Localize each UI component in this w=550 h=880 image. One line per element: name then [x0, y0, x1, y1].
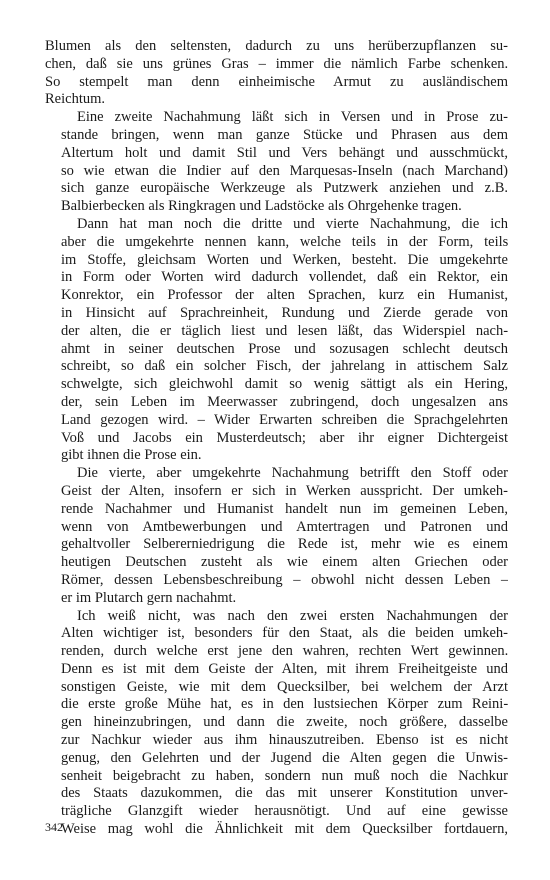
text-line: Balbierbecken als Ringkragen und Ladstöcke als Ohrgehenke tragen. [61, 198, 462, 215]
text-line: trägliche Glanzgift wieder herausnötigt. Und auf eine gewisse [61, 803, 508, 820]
text-line: Alten wichtiger ist, besonders für den Staat, als die beiden umkeh- [61, 625, 508, 642]
text-line: Geist der Alten, insofern er sich in Werken ausspricht. Der umkeh- [61, 482, 508, 499]
text-line: Konrektor, ein Professor der alten Sprachen, kurz ein Humanist, [61, 287, 508, 304]
text-line: so wie etwan die Indier auf den Marquesas-Inseln (nach Marchand) [61, 162, 508, 179]
text-line: Ich weiß nicht, was nach den zwei ersten Nachahmungen der [77, 607, 508, 624]
text-line: sonstigen Geiste, wie mit dem Quecksilber, bei welchem der Arzt [61, 678, 508, 695]
text-line: So stempelt man denn einheimische Armut zu ausländischem [45, 73, 508, 90]
text-line: senheit beigebracht zu haben, sondern nun muß noch die Nachkur [61, 767, 508, 784]
text-line: in Hinsicht auf Sprachreinheit, Rundung und Zierde gerade von [61, 304, 508, 321]
text-line: der, sein Leben im Meerwasser zubringend, doch ungesalzen ans [61, 393, 508, 410]
text-line: Dann hat man noch die dritte und vierte Nachahmung, die ich [77, 215, 508, 232]
text-line: schreibt, so daß ein solcher Fisch, der jahrelang in attischem Salz [61, 358, 508, 375]
text-line: Altertum holt und damit Stil und Vers behängt und ausschmückt, [61, 144, 508, 161]
text-line: wenn von Amtbewerbungen und Amtertragen und Patronen und [61, 518, 508, 535]
text-line: sich ganze europäische Werkzeuge als Putzwerk anziehen und z.B. [61, 180, 508, 197]
paragraph-1 [45, 38, 508, 109]
text-line: renden, durch welche erst jene den wahren, rechten Wert gewinnen. [61, 643, 508, 660]
text-line: im Stoffe, gleichsam Worten und Werken, besteht. Die umgekehrte [61, 251, 508, 268]
text-line: aber die umgekehrte nennen kann, welche teils in der Form, teils [61, 233, 508, 250]
text-line: die erste große Mühe hat, es in den lustsiechen Körper zum Reini- [61, 696, 508, 713]
text-line: der alten, die er täglich liest und lesen läßt, das Widerspiel nach- [61, 322, 508, 339]
text-line: ahmt in seiner deutschen Prose und sozusagen schlecht deutsch [61, 340, 508, 357]
paragraph-5 [45, 608, 508, 839]
text-line: Blumen als den seltensten, dadurch zu uns herüberzupflanzen su- [45, 38, 508, 54]
text-line: Voß und Jacobs ein Musterdeutsch; aber ihr eigner Dichtergeist [61, 429, 508, 446]
text-line: Weise mag wohl die Ähnlichkeit mit dem Quecksilber fortdauern, [61, 821, 508, 838]
text-line: gehaltvoller Selbererniedrigung die Rede ist, mehr wie es einem [61, 536, 508, 553]
text-line: rende Nachahmer und Humanist handelt nun im gemeinen Leben, [61, 500, 508, 517]
text-line: genug, den Gelehrten und der Jugend die Alten gegen die Unwis- [61, 749, 508, 766]
page-body [45, 38, 508, 839]
text-line: des Staats dazukommen, die das mit unserer Konstitution unver- [61, 785, 508, 802]
text-line: Land gezogen wird. – Wider Erwarten schreiben die Sprachgelehrten [61, 411, 508, 428]
page-number: 342 [45, 820, 63, 834]
text-line: Römer, dessen Lebensbeschreibung – obwohl nicht dessen Leben – [61, 571, 508, 588]
paragraph-2 [45, 109, 508, 216]
text-line: Die vierte, aber umgekehrte Nachahmung betrifft den Stoff oder [77, 465, 508, 482]
text-line: gibt ihnen die Prose ein. [61, 447, 202, 464]
text-line: Denn es ist mit dem Geiste der Alten, mit ihrem Freiheitgeiste und [61, 660, 508, 677]
text-line: er im Plutarch gern nachahmt. [61, 589, 237, 606]
paragraph-3 [45, 216, 508, 465]
text-line: gen hineinzubringen, und dann die zweite, noch größere, dasselbe [61, 714, 508, 731]
text-line: stande bringen, wenn man ganze Stücke und Phrasen aus dem [61, 126, 508, 143]
text-line: Eine zweite Nachahmung läßt sich in Versen und in Prose zu- [77, 109, 508, 126]
paragraph-4 [45, 465, 508, 607]
text-line: schwelgte, sich gleichwohl damit so wenig sättigt als ein Hering, [61, 376, 508, 393]
text-line: in Form oder Worten wird dadurch vollendet, daß ein Rektor, ein [61, 269, 508, 286]
text-line: Reichtum. [45, 91, 106, 108]
text-line: chen, daß sie uns grünes Gras – immer die nämlich Farbe schenken. [45, 55, 508, 72]
text-line: heutigen Deutschen zusteht als wie einem alten Griechen oder [61, 554, 508, 571]
text-line: zur Nachkur wieder aus ihm hinauszutreiben. Ebenso ist es nicht [61, 732, 508, 749]
